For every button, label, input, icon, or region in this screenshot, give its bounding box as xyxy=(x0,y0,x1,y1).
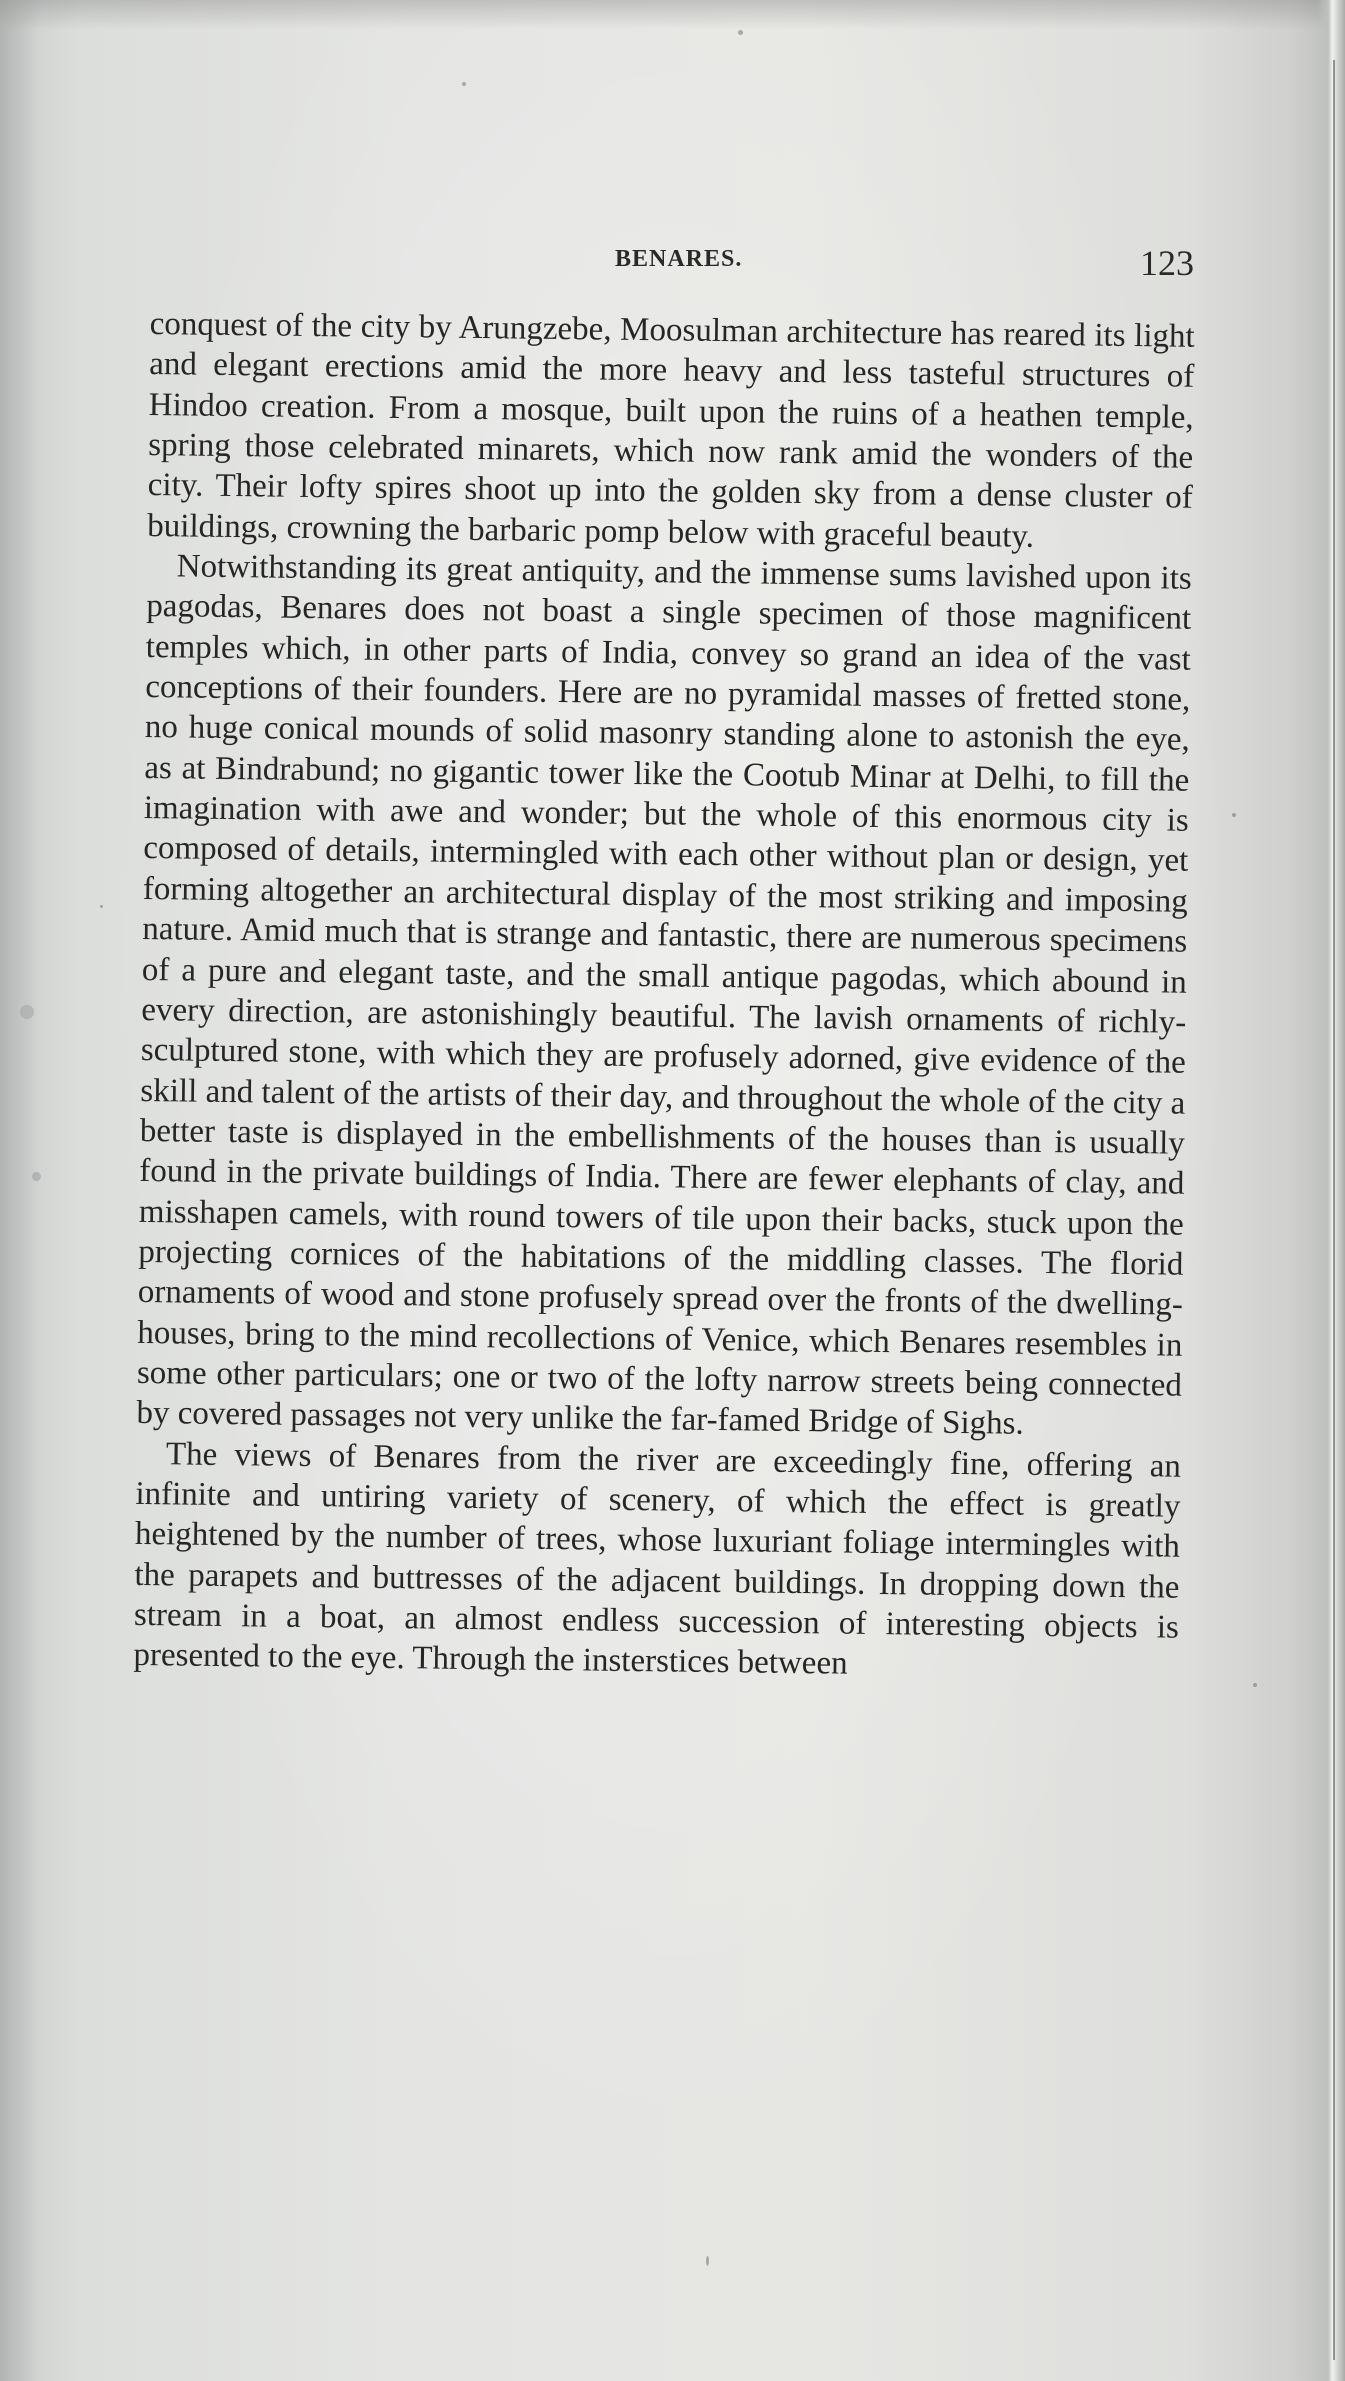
paper-speck xyxy=(706,2256,709,2266)
paper-speck xyxy=(462,82,466,86)
page-top-shadow xyxy=(0,0,1345,30)
body-text xyxy=(133,304,1195,1688)
paper-speck xyxy=(100,905,103,908)
page-edge-line xyxy=(1333,60,1335,2360)
page-number: 123 xyxy=(1140,243,1194,283)
running-title: BENARES. xyxy=(615,246,743,272)
page-left-shade xyxy=(0,0,40,2381)
paragraph: The views of Benares from the river are exceedingly fine, offering an infinite and untiring variety of scenery, of which the effect is greatly heightened by the number of trees, whose luxuriant foliage intermingles with the parapets and buttresses of the adjacent buildings. In dropping down the stream in a boat, an almost endless succession of interesting objects is presented to the eye. Through the insterstices between xyxy=(133,1435,1182,1682)
paragraph: Notwithstanding its great antiquity, and the immense sums lavished upon its pagodas, Benares does not boast a single specimen of those magnificent temples which, in other parts of India, convey so grand an idea of the vast conceptions of their founders. Here are no pyramidal masses of fretted stone, no huge conical mounds of solid masonry standing alone to astonish the eye, as at Bindrabund; no gigantic tower like the Cootub Minar at Delhi, to fill the imagination with awe and wonder; but the whole of this enormous city is composed of details, intermingled with each other without plan or design, yet forming altogether an architectural display of the most striking and imposing nature. Amid much that is strange and fantastic, there are numerous specimens of a pure and elegant taste, and the small antique pagodas, which abound in every direction, are astonishingly beautiful. The lavish ornaments of richly-sculptured stone, with which they are profusely adorned, give evidence of the skill and talent of the artists of their day, and throughout the whole of the city a better taste is displayed in the embellishments of the houses than is usually found in the private buildings of India. There are fewer elephants of clay, and misshapen camels, with round towers of tile upon their backs, stuck upon the projecting cornices of the habitations of the middling classes. The florid ornaments of wood and stone profusely spread over the fronts of the dwelling-houses, bring to the mind recollections of Venice, which Benares resembles in some other particulars; one or two of the lofty narrow streets being connected by covered passages not very unlike the far-famed Bridge of Sighs. xyxy=(136,548,1192,1443)
paper-speck xyxy=(32,1172,41,1181)
page-right-edge xyxy=(1317,0,1345,2381)
running-head xyxy=(0,243,1345,286)
paper-speck xyxy=(1232,813,1236,817)
paper-speck xyxy=(1253,1683,1257,1687)
paragraph: conquest of the city by Arungzebe, Moosulman architecture has reared its light and elegant erections amid the more heavy and less tasteful structures of Hindoo creation. From a mosque, built upon the ruins of a heathen temple, spring those celebrated minarets, which now rank amid the wonders of the city. Their lofty spires shoot up into the golden sky from a dense cluster of buildings, crowning the barbaric pomp below with graceful beauty. xyxy=(147,305,1195,555)
paper-speck xyxy=(20,1005,34,1019)
paper-speck xyxy=(738,30,743,35)
